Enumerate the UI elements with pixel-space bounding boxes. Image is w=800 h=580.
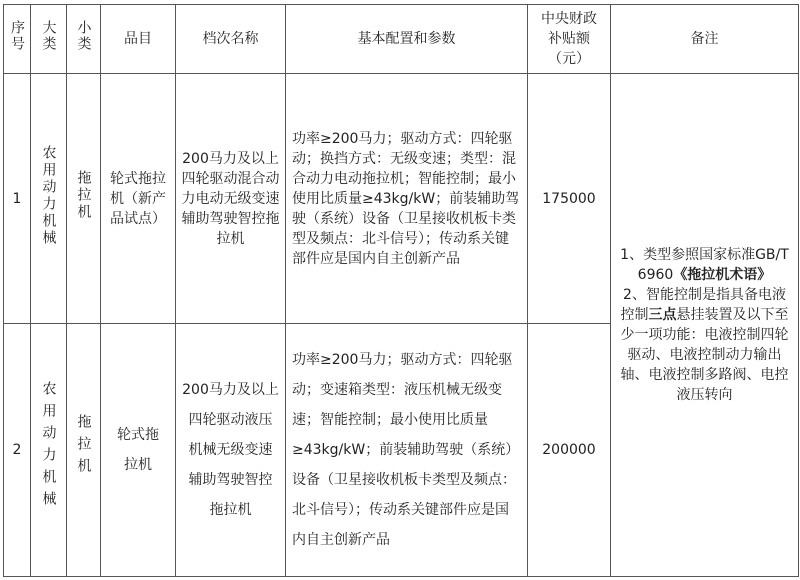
header-category: 大类 [31, 5, 67, 74]
row2-grade: 200马力及以上四轮驱动液压机械无级变速辅助驾驶智控拖拉机 [176, 324, 286, 577]
header-subsidy: 中央财政补贴额（元） [528, 5, 611, 74]
row1-subcategory: 拖拉机 [67, 74, 101, 324]
row1-item: 轮式拖拉机（新产品试点） [101, 74, 176, 324]
row2-subcategory: 拖拉机 [67, 324, 101, 577]
header-subcategory: 小类 [67, 5, 101, 74]
row2-subsidy: 200000 [528, 324, 611, 577]
row2-category: 农用动力机械 [31, 324, 67, 577]
table-row [4, 74, 799, 324]
notes-line1: 1、类型参照国家标准GB/T 6960《拖拉机术语》 [620, 247, 789, 283]
subsidy-table [3, 4, 799, 577]
row1-category: 农用动力机械 [31, 74, 67, 324]
notes-line2: 2、智能控制是指具备电液控制三点悬挂装置及以下至少一项功能：电液控制四轮驱动、电液控制动力输出轴、电液控制多路阀、电控液压转向 [620, 287, 789, 403]
header-item: 品目 [101, 5, 176, 74]
row2-config: 功率≥200马力；驱动方式：四轮驱动；变速箱类型：液压机械无级变速；智能控制；最小使用比质量≥43kg/kW；前装辅助驾驶（系统）设备（卫星接收机板卡类型及频点：北斗信号）；传动系关键部件应是国内自主创新产品 [286, 324, 528, 577]
row1-grade: 200马力及以上四轮驱动混合动力电动无级变速辅助驾驶智控拖拉机 [176, 74, 286, 324]
row2-index: 2 [4, 324, 31, 577]
row1-subsidy: 175000 [528, 74, 611, 324]
row2-item: 轮式拖拉机 [101, 324, 176, 577]
notes-cell [611, 74, 799, 577]
header-config: 基本配置和参数 [286, 5, 528, 74]
header-row [4, 5, 799, 74]
row1-index: 1 [4, 74, 31, 324]
header-grade: 档次名称 [176, 5, 286, 74]
row1-config: 功率≥200马力；驱动方式：四轮驱动；换挡方式：无级变速；类型：混合动力电动拖拉机；智能控制；最小使用比质量≥43kg/kW；前装辅助驾驶（系统）设备（卫星接收机板卡类型及频点：北斗信号）；传动系关键部件应是国内自主创新产品 [286, 74, 528, 324]
header-index: 序号 [4, 5, 31, 74]
header-notes: 备注 [611, 5, 799, 74]
